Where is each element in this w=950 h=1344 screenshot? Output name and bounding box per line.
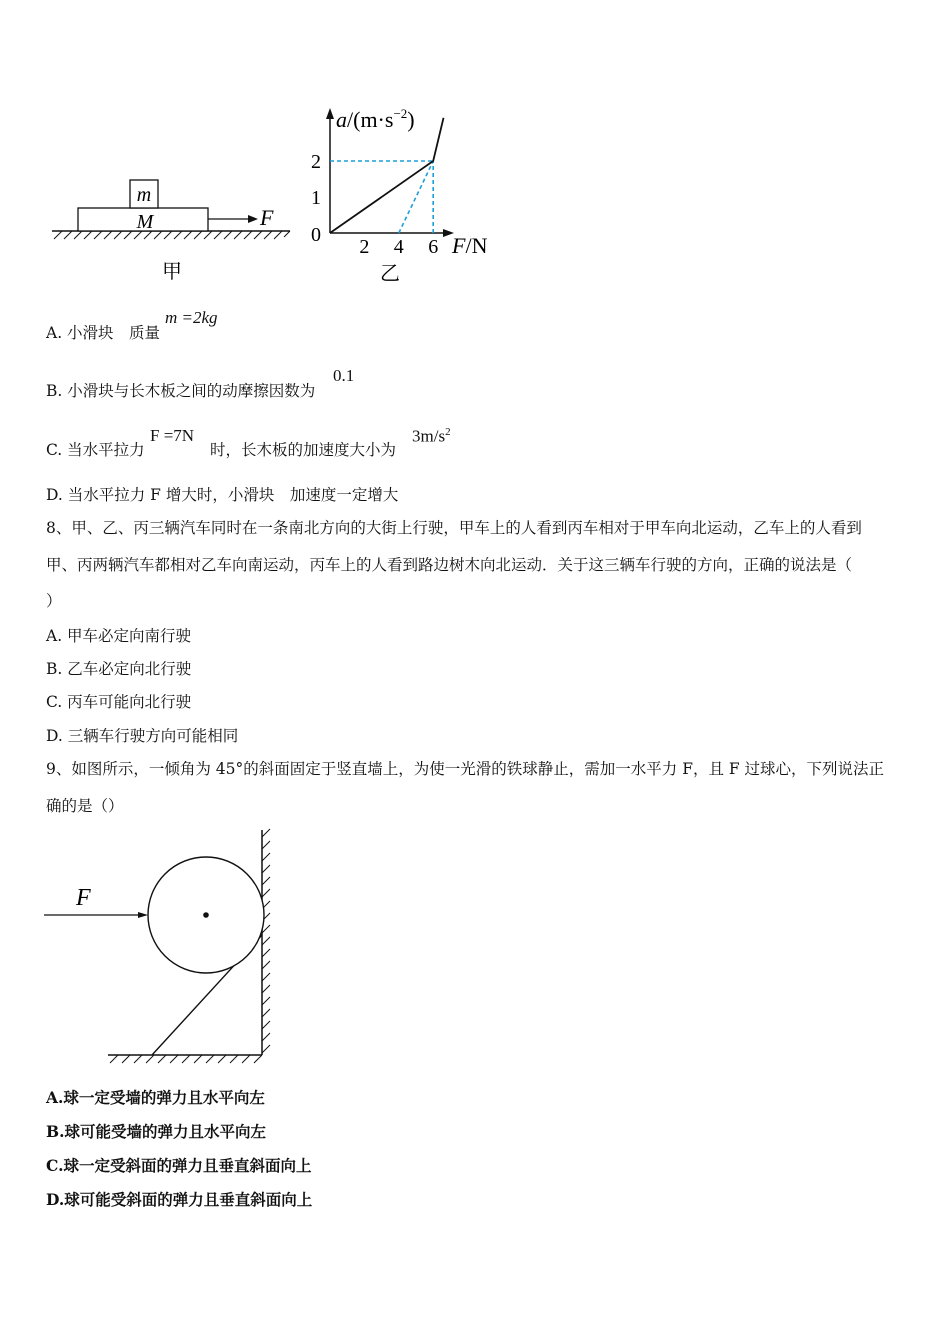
q7-option-c-formula2: $3m/s^2$ [412,426,451,446]
q9-option-b: B.球可能受墙的弹力且水平向左 [46,1122,266,1141]
figure-jia [40,170,300,290]
y-tick-label-1: 1 [311,187,321,209]
y-axis-label: $a/(m\cdot s^{-2})$ [336,106,415,132]
force-label-F: F [76,885,91,911]
q8-stem-line3: ） [46,592,62,610]
y-tick-label-2: 2 [311,151,321,173]
ball-center [203,912,209,918]
q9-option-d: D.球可能受斜面的弹力且垂直斜面向上 [46,1190,313,1209]
q7-option-a-text: A. 小滑块 质量 [46,324,161,342]
q7-option-c-formula1: F =7N [150,426,195,445]
q8-stem-line1: 8、甲、乙、丙三辆汽车同时在一条南北方向的大街上行驶，甲车上的人看到丙车相对于甲车向北运动，乙车上的人看到 [46,519,862,537]
q7-option-d-text: D. 当水平拉力 F 增大时，小滑块 加速度一定增大 [46,486,399,504]
q9-option-c: C.球一定受斜面的弹力且垂直斜面向上 [46,1156,312,1175]
label-M: M [136,211,154,233]
x-axis-label: F/N [452,233,488,258]
figure-ball-incline [40,825,280,1070]
origin-label: 0 [311,224,321,246]
q8-option-d: D. 三辆车行驶方向可能相同 [46,727,239,745]
q7-option-b-text: B. 小滑块与长木板之间的动摩擦因数为 [46,382,316,400]
label-m: m [136,184,152,206]
x-tick-label-2: 2 [359,236,370,258]
q8-option-b: B. 乙车必定向北行驶 [46,660,192,678]
q8-option-c: C. 丙车可能向北行驶 [46,693,192,711]
q9-stem-line1: 9、如图所示，一倾角为 45°的斜面固定于竖直墙上，为使一光滑的铁球静止，需加一水平力 F，且 F 过球心，下列说法正 [46,760,885,778]
q9-option-a: A.球一定受墙的弹力且水平向左 [46,1088,265,1107]
q8-option-a: A. 甲车必定向南行驶 [46,627,192,645]
q7-option-b [46,381,315,401]
x-tick-label-6: 6 [428,236,439,258]
q9-stem-line2: 确的是（） [46,797,124,815]
caption-jia: 甲 [162,261,182,283]
figure-yi-chart [300,100,520,290]
q8-stem-line2: 甲、丙两辆汽车都相对乙车向南运动，丙车上的人看到路边树木向北运动．关于这三辆车行驶的方向，正确的说法是（ [46,556,853,574]
caption-yi: 乙 [380,263,400,285]
q7-option-b-formula: 0.1 [333,366,355,385]
q7-option-c-rest [210,440,396,460]
q7-option-c-text2: 时，长木板的加速度大小为 [210,441,397,459]
x-tick-label-4: 4 [393,236,404,258]
q7-option-a-formula: m =2kg [165,308,218,327]
dashed-guide-2 [399,161,433,233]
label-F-force: F [260,205,274,230]
q7-option-d [46,485,398,505]
q7-option-a [46,323,160,343]
q7-option-c-text1: C. 当水平拉力 [46,441,145,459]
q7-option-c [46,440,145,460]
